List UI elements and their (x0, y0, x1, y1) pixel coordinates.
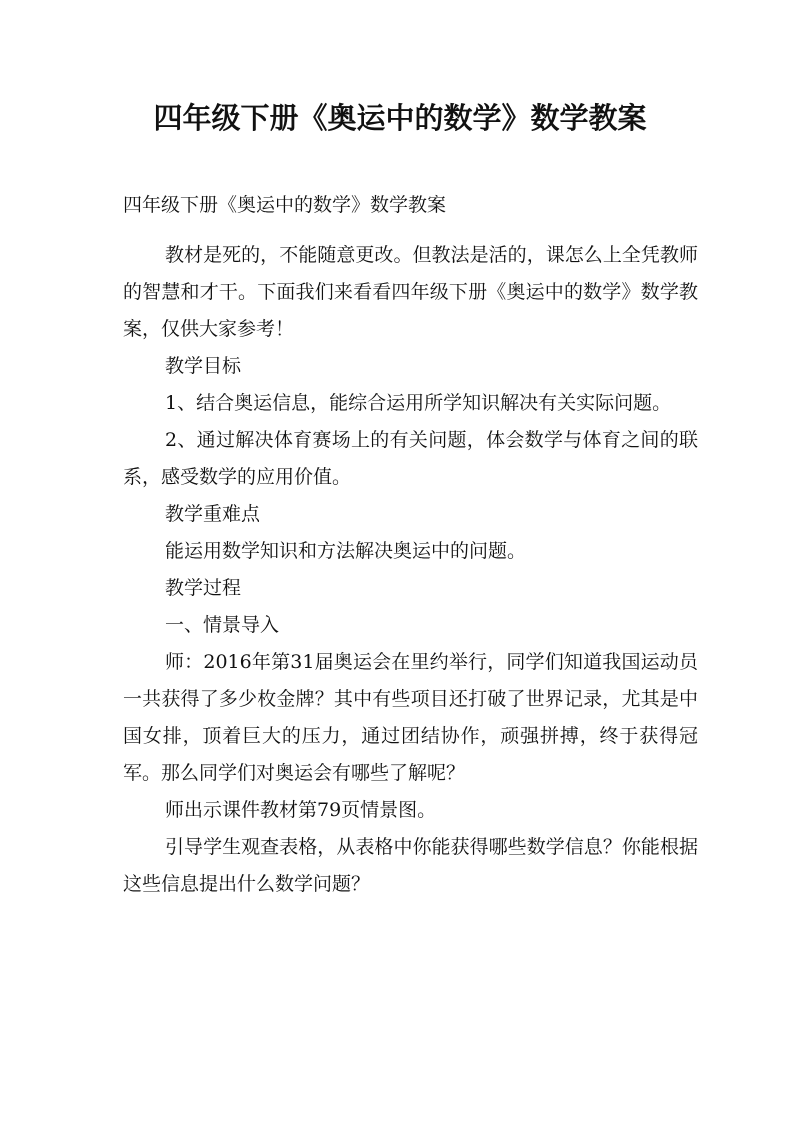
paragraph-goal-2: 2、通过解决体育赛场上的有关问题，体会数学与体育之间的联系，感受数学的应用价值。 (123, 429, 698, 488)
document-subtitle: 四年级下册《奥运中的数学》数学教案 (123, 194, 447, 216)
heading-teaching-process: 教学过程 (165, 577, 242, 599)
heading-teaching-goals: 教学目标 (165, 355, 242, 377)
paragraph-key-difficulty: 能运用数学知识和方法解决奥运中的问题。 (165, 540, 527, 562)
document-title: 四年级下册《奥运中的数学》数学教案 (153, 101, 647, 135)
heading-scene-intro: 一、情景导入 (165, 614, 280, 636)
paragraph-show-courseware: 师出示课件教材第79页情景图。 (165, 799, 437, 821)
paragraph-guide-students: 引导学生观查表格，从表格中你能获得哪些数学信息？你能根据这些信息提出什么数学问题？ (123, 836, 698, 895)
heading-key-difficulties: 教学重难点 (165, 503, 261, 525)
paragraph-teacher-intro: 师：2016年第31届奥运会在里约举行，同学们知道我国运动员一共获得了多少枚金牌？其中有些项目还打破了世界记录，尤其是中国女排，顶着巨大的压力，通过团结协作，顽强拼搏，终于获得冠军。那么同学们对奥运会有哪些了解呢？ (123, 651, 698, 784)
paragraph-intro: 教材是死的，不能随意更改。但教法是活的，课怎么上全凭教师的智慧和才干。下面我们来看看四年级下册《奥运中的数学》数学教案，仅供大家参考！ (123, 244, 698, 340)
paragraph-goal-1: 1、结合奥运信息，能综合运用所学知识解决有关实际问题。 (165, 392, 672, 414)
document-body (123, 232, 698, 903)
